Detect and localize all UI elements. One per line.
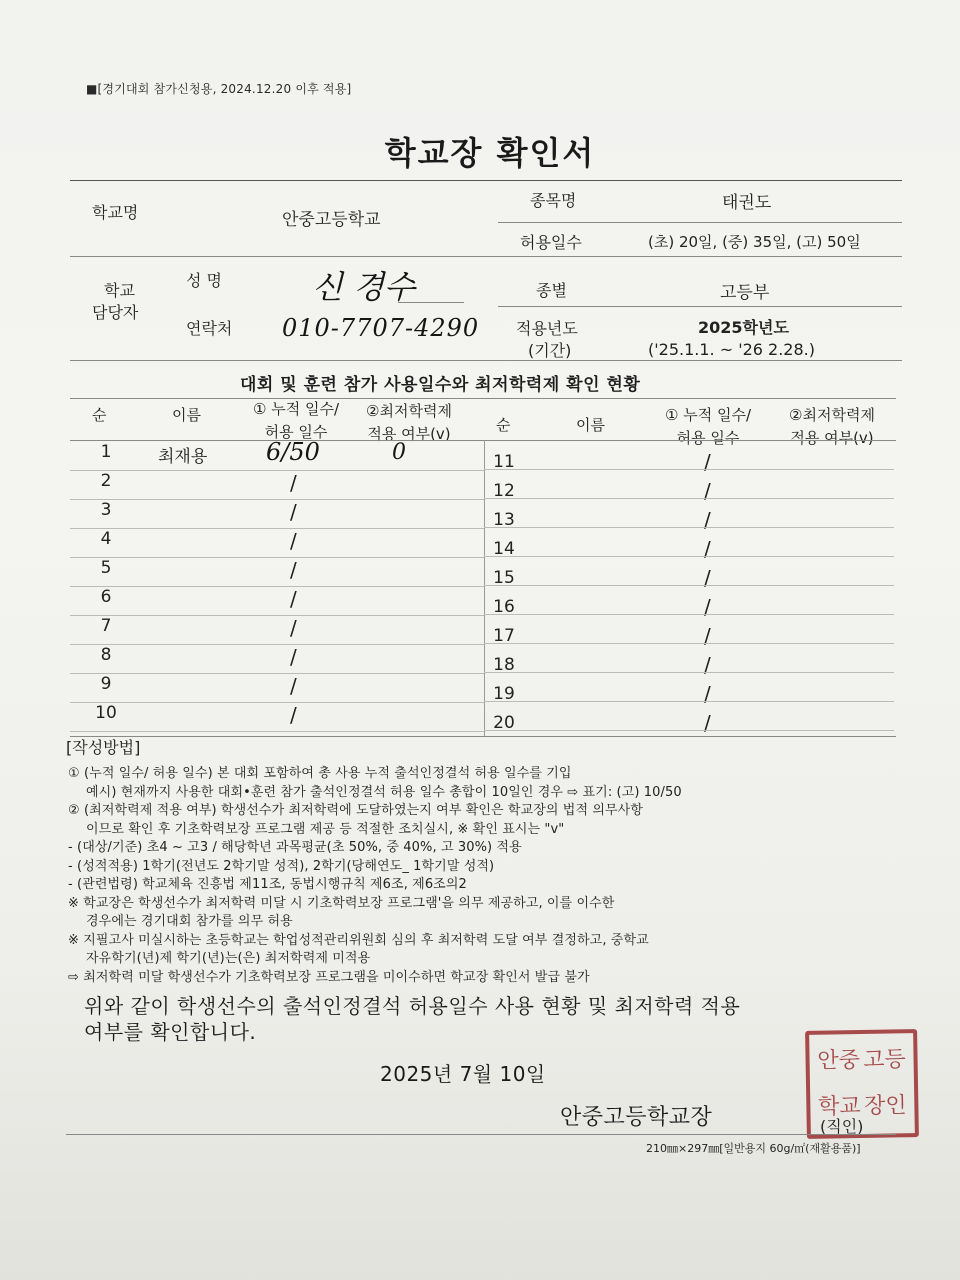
col-name-right: 이름 <box>576 416 605 434</box>
school-value: 안중고등학교 <box>282 210 381 230</box>
col-no-left: 순 <box>92 406 107 424</box>
method-title: [작성방법] <box>66 738 141 757</box>
row-days: / <box>704 479 711 503</box>
method-line: ⇨ 최저학력 미달 학생선수가 기초학력보장 프로그램을 미이수하면 학교장 확인서 발급 불가 <box>68 969 590 985</box>
row-days: / <box>704 595 711 619</box>
sport-value: 태권도 <box>722 193 772 213</box>
seal-stamp-label: (직인) <box>820 1117 864 1136</box>
col-no-right: 순 <box>496 416 511 434</box>
manager-label-1: 학교 <box>104 281 135 300</box>
row-days: / <box>704 508 711 532</box>
info-top-line <box>70 180 902 181</box>
method-line: 예시) 현재까지 사용한 대회•훈련 참가 출석인정결석 허용 일수 총합이 10일인 경우 ⇨ 표기: (고) 10/50 <box>86 784 682 800</box>
row-days: / <box>704 537 711 561</box>
contact-value: 010-7707-4290 <box>282 314 480 342</box>
date-text: 2025년 7월 10일 <box>380 1062 546 1086</box>
row-number: 20 <box>493 713 515 733</box>
row-number: 16 <box>493 597 515 617</box>
sport-label: 종목명 <box>530 191 577 210</box>
seal-char: 학교 <box>817 1094 861 1120</box>
table-bottom-line <box>70 736 896 737</box>
row-number: 4 <box>100 529 112 549</box>
row-days: / <box>290 500 297 524</box>
footer-line <box>66 1134 896 1135</box>
method-line: ① (누적 일수/ 허용 일수) 본 대회 포함하여 총 사용 누적 출석인정결석 허용 일수를 기입 <box>68 766 572 781</box>
year-sub-label: (기간) <box>528 341 572 360</box>
info-line-1 <box>498 222 902 223</box>
row-divider <box>484 614 894 615</box>
row-days: / <box>290 471 297 495</box>
method-line: 이므로 확인 후 기초학력보장 프로그램 제공 등 적절한 조치실시, ※ 확인 표시는 "v" <box>86 821 565 837</box>
principal-name: 안중고등학교장 <box>560 1105 713 1130</box>
row-number: 14 <box>493 539 515 559</box>
row-days: / <box>704 682 711 706</box>
row-number: 11 <box>493 452 515 472</box>
row-days: / <box>290 587 297 611</box>
page-title: 학교장 확인서 <box>384 134 596 172</box>
method-line: - (관련법령) 학교체육 진흥법 제11조, 동법시행규칙 제6조, 제6조의2 <box>68 877 467 892</box>
row-number: 3 <box>100 500 112 520</box>
manager-label-2: 담당자 <box>92 303 139 322</box>
year-label: 적용년도 <box>516 319 578 338</box>
info-line-2 <box>70 256 902 257</box>
allow-days-label: 허용일수 <box>520 233 582 252</box>
row-days: / <box>290 703 297 727</box>
table-top-line <box>70 398 896 399</box>
name-value: 신 경수 <box>312 268 415 306</box>
header-note: ■[경기대회 참가신청용, 2024.12.20 이후 적용] <box>86 82 352 96</box>
row-number: 9 <box>100 674 112 694</box>
seal-char: 안중 <box>817 1048 861 1074</box>
row-divider <box>484 527 894 528</box>
period-value: ('25.1.1. ~ '26 2.28.) <box>648 340 815 359</box>
method-line: ② (최저학력제 적용 여부) 학생선수가 최저학력에 도달하였는지 여부 확인은 학교장의 법적 의무사항 <box>68 803 643 818</box>
method-line: 경우에는 경기대회 참가를 의무 허용 <box>86 914 293 929</box>
row-divider <box>484 672 894 673</box>
year-value: 2025학년도 <box>698 318 789 337</box>
seal-char: 고등 <box>863 1047 907 1073</box>
row-number: 2 <box>100 471 112 491</box>
col-min-left: ②최저학력제 적용 여부(v) <box>366 402 452 443</box>
row-number: 10 <box>95 703 117 723</box>
row-days: / <box>290 558 297 582</box>
paper-size: 210㎜×297㎜[일반용지 60g/㎡(재활용품)] <box>646 1142 861 1155</box>
col-days-left: ① 누적 일수/ 허용 일수 <box>253 400 339 441</box>
method-line: - (대상/기준) 초4 ~ 고3 / 해당학년 과목평균(초 50%, 중 40%, 고 30%) 적용 <box>68 840 522 855</box>
row-divider <box>484 701 894 702</box>
contact-label: 연락처 <box>186 319 233 338</box>
row-divider <box>484 643 894 644</box>
row-number: 18 <box>493 655 515 675</box>
seal-char: 장인 <box>863 1093 907 1119</box>
name-underline <box>398 302 464 303</box>
row-days: / <box>704 450 711 474</box>
school-label: 학교명 <box>92 203 139 222</box>
method-line: ※ 학교장은 학생선수가 최저학력 미달 시 기초학력보장 프로그램'을 의무 제공하고, 이를 이수한 <box>68 895 615 911</box>
table-title: 대회 및 훈련 참가 사용일수와 최저학력제 확인 현황 <box>240 375 641 395</box>
row-min: 0 <box>392 440 406 465</box>
row-days: / <box>704 624 711 648</box>
row-number: 8 <box>100 645 112 665</box>
info-line-3 <box>498 306 902 307</box>
name-label: 성 명 <box>186 271 222 290</box>
row-divider <box>70 731 484 732</box>
col-days-right: ① 누적 일수/ 허용 일수 <box>665 406 751 447</box>
row-days: / <box>290 529 297 553</box>
row-number: 1 <box>100 442 112 462</box>
method-line: - (성적적용) 1학기(전년도 2학기말 성적), 2학기(당해연도_ 1학기말 성적) <box>68 858 495 874</box>
row-divider <box>484 585 894 586</box>
row-divider <box>484 498 894 499</box>
division-label: 종별 <box>536 281 567 300</box>
row-number: 12 <box>493 481 515 501</box>
school-seal <box>805 1029 919 1139</box>
confirm-line-1: 위와 같이 학생선수의 출석인정결석 허용일수 사용 현황 및 최저학력 적용 <box>84 994 741 1018</box>
allow-days-value: (초) 20일, (중) 35일, (고) 50일 <box>648 233 861 251</box>
row-number: 7 <box>100 616 112 636</box>
row-days: / <box>290 616 297 640</box>
row-days: / <box>290 674 297 698</box>
row-divider <box>484 469 894 470</box>
row-number: 15 <box>493 568 515 588</box>
row-number: 19 <box>493 684 515 704</box>
col-name-left: 이름 <box>172 406 201 424</box>
row-days: / <box>704 566 711 590</box>
method-line: 자유학기(년)제 학기(년)는(은) 최저학력제 미적용 <box>86 951 371 966</box>
confirm-line-2: 여부를 확인합니다. <box>84 1020 257 1044</box>
row-name: 최재용 <box>158 447 208 467</box>
row-days: / <box>704 711 711 735</box>
row-number: 13 <box>493 510 515 530</box>
row-days: 6/50 <box>266 438 320 466</box>
table-header-line <box>70 440 896 441</box>
division-value: 고등부 <box>720 283 770 303</box>
row-divider <box>484 730 894 731</box>
row-number: 17 <box>493 626 515 646</box>
row-days: / <box>290 645 297 669</box>
row-number: 5 <box>100 558 112 578</box>
row-number: 6 <box>100 587 112 607</box>
method-line: ※ 지필고사 미실시하는 초등학교는 학업성적관리위원회 심의 후 최저학력 도달 여부 결정하고, 중학교 <box>68 932 649 948</box>
row-divider <box>484 556 894 557</box>
col-min-right: ②최저학력제 적용 여부(v) <box>789 406 875 447</box>
info-bottom-line <box>70 360 902 361</box>
row-days: / <box>704 653 711 677</box>
